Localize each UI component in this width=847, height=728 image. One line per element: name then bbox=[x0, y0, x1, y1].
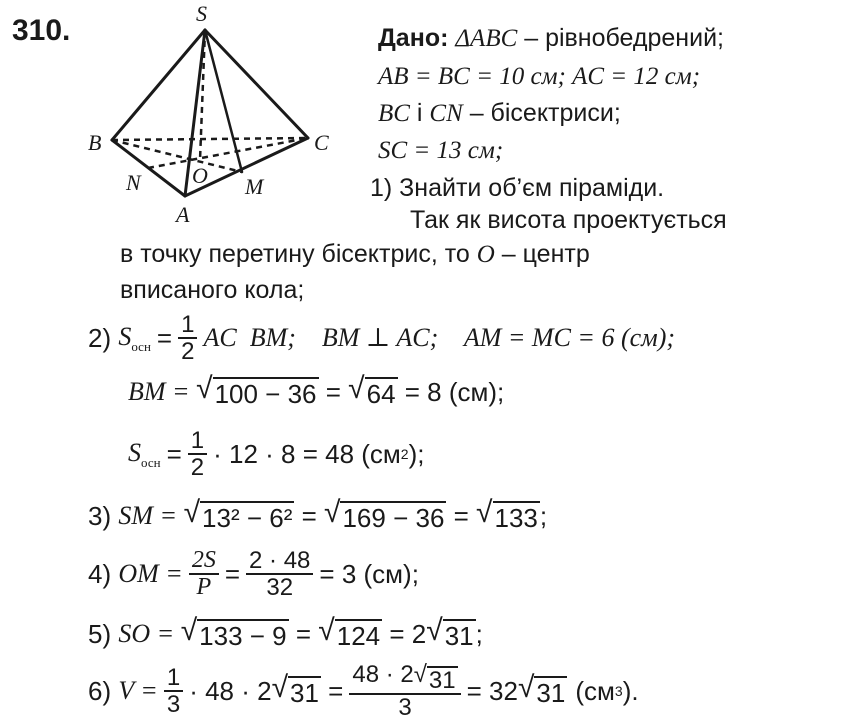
sqrt-169-36: √ 169 − 36 bbox=[324, 496, 445, 533]
area-end: ); bbox=[408, 438, 425, 469]
equals-2: = 2 bbox=[382, 618, 427, 649]
sqrt-13sq-6sq: √ 13² − 6² bbox=[183, 496, 293, 533]
sqrt-31-b: √ 31 bbox=[517, 671, 566, 709]
sqrt-133-9: √ 133 − 9 bbox=[180, 614, 287, 651]
v-unit-exp: 3 bbox=[614, 683, 623, 700]
step-5-end: ; bbox=[475, 618, 483, 649]
equals: = bbox=[288, 618, 319, 649]
triangle-name: ΔABC bbox=[455, 25, 518, 52]
task-text-3: вписаного кола; bbox=[120, 276, 305, 304]
fraction-one-third: $\frac{1}{3}$ bbox=[164, 665, 183, 717]
problem-number: 310. bbox=[12, 14, 71, 47]
label-s: S bbox=[196, 1, 207, 26]
bm-lhs: BM = bbox=[128, 377, 197, 406]
equals: = bbox=[318, 376, 349, 407]
label-m: M bbox=[245, 174, 264, 199]
label-a: A bbox=[176, 202, 190, 227]
v-product: · 48 · 2 bbox=[189, 675, 272, 706]
bm-result: = 8 (см); bbox=[397, 376, 505, 407]
label-c: C bbox=[314, 130, 329, 155]
edge-sb bbox=[112, 30, 205, 140]
equals: = bbox=[166, 438, 182, 469]
step-2-rest: AC BM; BM ⊥ AC; AM = MC = 6 (см); bbox=[203, 323, 676, 353]
fraction-96-32: $\frac{2 \cdot 48}{32}$ bbox=[246, 548, 313, 600]
s-base: $S_{осн}$ bbox=[118, 321, 151, 354]
v-unit: (см bbox=[575, 675, 615, 706]
bisector-cn bbox=[148, 138, 308, 168]
given-label: Дано: bbox=[378, 24, 449, 52]
point-o: O bbox=[476, 241, 495, 268]
label-o: O bbox=[192, 163, 208, 188]
fraction-one-half: $\frac{1}{2}$ bbox=[178, 312, 197, 364]
v-result: = 32 bbox=[466, 675, 518, 706]
label-b: B bbox=[88, 130, 102, 155]
segment-bc: BC bbox=[378, 100, 410, 127]
step-6-number: 6) bbox=[88, 675, 112, 706]
equals: = bbox=[320, 675, 344, 706]
fraction-one-half-2: $\frac{1}{2}$ bbox=[188, 428, 207, 480]
om-result: = 3 (см); bbox=[319, 558, 419, 589]
label-n: N bbox=[126, 170, 141, 195]
step-3 bbox=[88, 498, 547, 534]
sqrt-31-a: √ 31 bbox=[271, 671, 319, 709]
so-lhs: SO = bbox=[118, 619, 181, 648]
s-base-2: $S_{осн}$ bbox=[128, 437, 161, 470]
sm-lhs: SM = bbox=[118, 501, 184, 530]
step-2b bbox=[128, 374, 504, 410]
step-2c bbox=[128, 428, 424, 480]
area-calc: · 12 · 8 = 48 (см bbox=[213, 438, 401, 469]
fraction-2s-p: $\frac{2S}{P}$ bbox=[189, 548, 219, 600]
given-line-3 bbox=[378, 101, 621, 126]
equals: = bbox=[446, 500, 477, 531]
step-5 bbox=[88, 616, 483, 652]
given-line-1 bbox=[378, 26, 724, 51]
step-6 bbox=[88, 662, 639, 720]
bisectors-text: – бісектриси; bbox=[462, 99, 621, 127]
segment-cn: CN bbox=[429, 100, 463, 127]
step-5-number: 5) bbox=[88, 618, 112, 649]
given-line-2: AB = BC = 10 см; AC = 12 см; bbox=[378, 63, 701, 90]
sqrt-64: √ 64 bbox=[348, 372, 396, 409]
task-text-2 bbox=[120, 242, 590, 267]
triangle-type: – рівнобедрений; bbox=[524, 24, 724, 52]
sqrt-100-36: √ 100 − 36 bbox=[196, 372, 317, 409]
edge-bc-hidden bbox=[112, 138, 308, 140]
text2-main: в точку перетину бісектрис, то bbox=[120, 240, 470, 268]
fraction-v-numerator: 48 · 2 √ 31 bbox=[349, 662, 460, 695]
pyramid-figure bbox=[80, 0, 350, 228]
area-exp: 2 bbox=[400, 446, 409, 463]
equals: = bbox=[224, 558, 241, 589]
text2-end: – центр bbox=[494, 240, 590, 268]
step-2-number: 2) bbox=[88, 322, 112, 353]
step-3-end: ; bbox=[539, 500, 548, 531]
step-2 bbox=[88, 312, 675, 364]
equals: = bbox=[294, 500, 324, 531]
sqrt-31: √ 31 bbox=[426, 614, 474, 651]
task-step-1: 1) Знайти об’єм піраміди. bbox=[370, 174, 665, 202]
equals: = bbox=[156, 322, 173, 353]
v-lhs: V = bbox=[118, 676, 158, 706]
conjunction: і bbox=[409, 99, 430, 127]
fraction-v: 48 · 2 √ 31 3 bbox=[349, 662, 460, 720]
edge-sc bbox=[205, 30, 308, 138]
step-4 bbox=[88, 548, 419, 600]
om-lhs: OM = bbox=[118, 559, 183, 589]
step-3-number: 3) bbox=[88, 500, 112, 531]
task-text-1: Так як висота проектується bbox=[410, 206, 727, 234]
given-line-4: SC = 13 см; bbox=[378, 137, 504, 164]
sqrt-124: √ 124 bbox=[318, 614, 381, 651]
step-4-number: 4) bbox=[88, 558, 112, 589]
v-end: ). bbox=[622, 675, 639, 706]
sqrt-133: √ 133 bbox=[476, 496, 538, 533]
